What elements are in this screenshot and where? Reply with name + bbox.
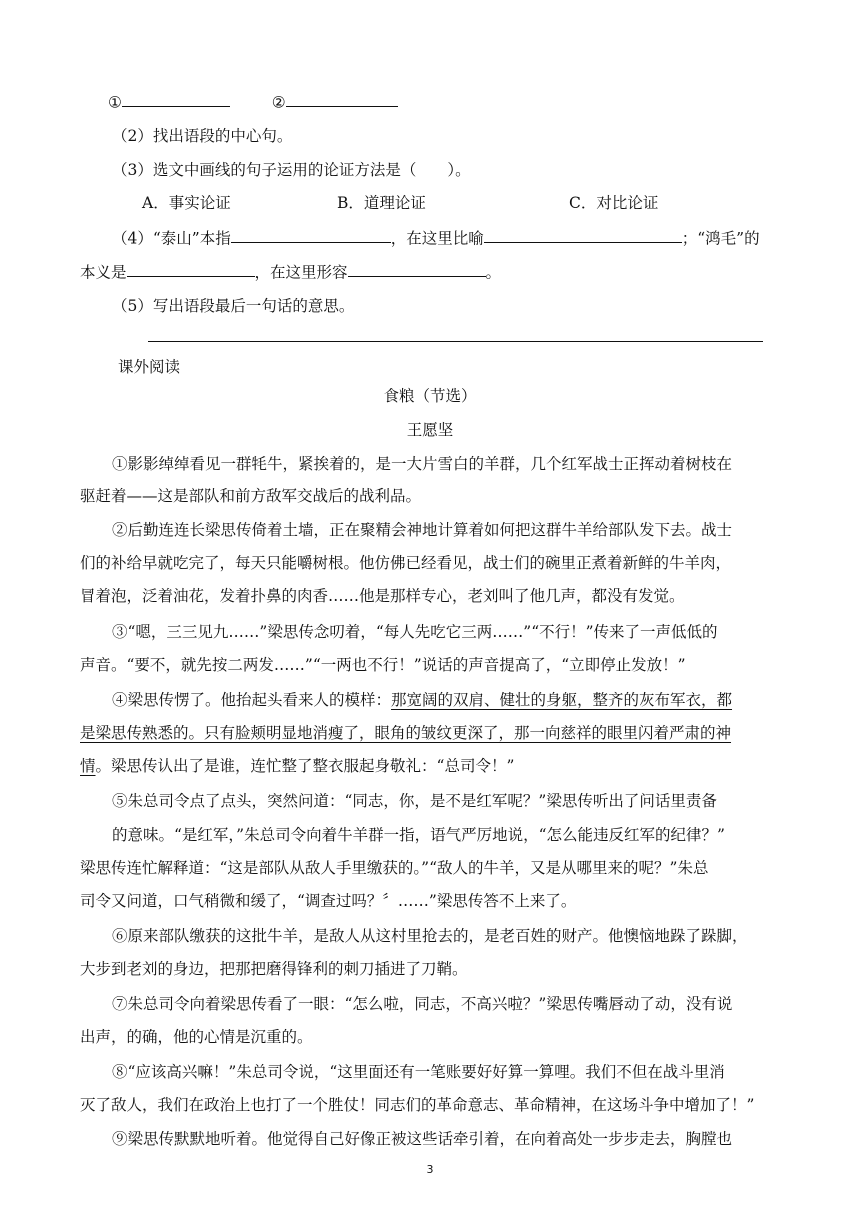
q5-answer-line[interactable] [148,341,763,342]
paragraph-4-line-3 [80,754,514,776]
option-b: B．道理论证 [337,194,426,212]
q4-blank-4[interactable] [348,260,486,277]
blank-2-line[interactable] [286,90,398,107]
section-label: 课外阅读 [118,358,181,376]
question-4-line-2 [80,260,501,282]
text-line: ③“嗯，三三见九……”梁思传念叨着，“每人先吃它三两……”“不行！”传来了一声低低的 [112,623,718,641]
text-line: 的意味。“是红军，”朱总司令向着牛羊群一指，语气严厉地说，“怎么能违反红军的纪律？” [112,826,725,844]
paragraph-4-line-1 [112,688,732,710]
q4-blank-2[interactable] [484,226,682,243]
text-line: 灭了敌人，我们在政治上也打了一个胜仗！同志们的革命意志、革命精神，在这场斗争中增加了！” [80,1096,755,1114]
text-line: ⑥原来部队缴获的这批牛羊，是敌人从这村里抢去的，是老百姓的财产。他懊恼地跺了跺脚， [112,927,748,945]
text-line: 们的补给早就吃完了，每天只能嚼树根。他仿佛已经看见，战士们的碗里正煮着新鲜的牛羊肉， [80,554,732,572]
q4-text-a: （4）“泰山”本指 [112,229,231,248]
q4-text-b: ，在这里比喻 [390,229,484,248]
q4-text-e: ，在这里形容 [254,263,348,282]
question-3: （3）选文中画线的句子运用的论证方法是（ ）。 [112,161,471,179]
question-5: （5）写出语段最后一句话的意思。 [112,297,355,315]
text-line: 大步到老刘的身边，把那把磨得锋利的刺刀插进了刀鞘。 [80,960,468,978]
text-line: ①影影绰绰看见一群牦牛，紧挨着的，是一大片雪白的羊群，几个红军战士正挥动着树枝在 [112,455,733,473]
q4-blank-1[interactable] [231,226,391,243]
text-line: 冒着泡，泛着油花，发着扑鼻的肉香……他是那样专心，老刘叫了他几声，都没有发觉。 [80,587,685,605]
underlined-sentence: 情 [80,757,96,775]
option-c: C．对比论证 [569,194,659,212]
article-author: 王愿坚 [406,421,454,439]
text-line: 梁思传连忙解释道：“这是部队从敌人手里缴获的。”“敌人的牛羊，又是从哪里来的呢？”朱总 [80,859,709,877]
option-a: A．事实论证 [142,194,231,212]
text-line: ⑦朱总司令向着梁思传看了一眼：“怎么啦，同志，不高兴啦？”梁思传嘴唇动了动，没有说 [112,995,733,1013]
q4-blank-3[interactable] [127,260,255,277]
underlined-sentence: 那宽阔的双肩、健壮的身躯，整齐的灰布军衣，都 [391,691,733,709]
text-line: ②后勤连连长梁思传倚着土墙，正在聚精会神地计算着如何把这群牛羊给部队发下去。战士 [112,521,733,539]
question-4-line-1 [112,226,760,248]
blank-1-line[interactable] [122,90,230,107]
blank-2-marker: ② [271,93,286,112]
answer-blanks-row [108,90,398,111]
text-line: 司令又问道，口气稍微和缓了，“调查过吗？〞……”梁思传答不上来了。 [80,892,577,910]
text-line: 出声，的确，他的心情是沉重的。 [80,1028,313,1046]
p4-text: 。梁思传认出了是谁，连忙整了整衣服起身敬礼：“总司令！” [95,757,515,775]
text-line: 驱赶着——这是部队和前方敌军交战后的战利品。 [80,487,422,505]
paragraph-4-line-2 [80,721,731,743]
q4-text-d: 本义是 [80,263,127,282]
text-line: 声音。“要不，就先按二两发……”“一两也不行！”说话的声音提高了，“立即停止发放！” [80,656,686,674]
q4-text-c: ；“鸿毛”的 [681,229,760,248]
p4-text: ④梁思传愣了。他抬起头看来人的模样： [112,691,392,709]
blank-1-marker: ① [108,93,122,112]
q4-text-f: 。 [485,263,502,282]
question-2: （2）找出语段的中心句。 [112,127,293,145]
text-line: ⑧“应该高兴嘛！”朱总司令说，“这里面还有一笔账要好好算一算哩。我们不但在战斗里消 [112,1063,725,1081]
article-title: 食粮（节选） [383,387,477,405]
page-number: 3 [426,1163,434,1176]
text-line: ⑨梁思传默默地听着。他觉得自己好像正被这些话牵引着，在向着高处一步步走去，胸膛也 [112,1130,733,1148]
text-line: ⑤朱总司令点了点头，突然问道：“同志，你，是不是红军呢？”梁思传听出了问话里责备 [112,792,717,810]
underlined-sentence: 是梁思传熟悉的。只有脸颊明显地消瘦了，眼角的皱纹更深了，那一向慈祥的眼里闪着严肃的神 [80,724,732,742]
